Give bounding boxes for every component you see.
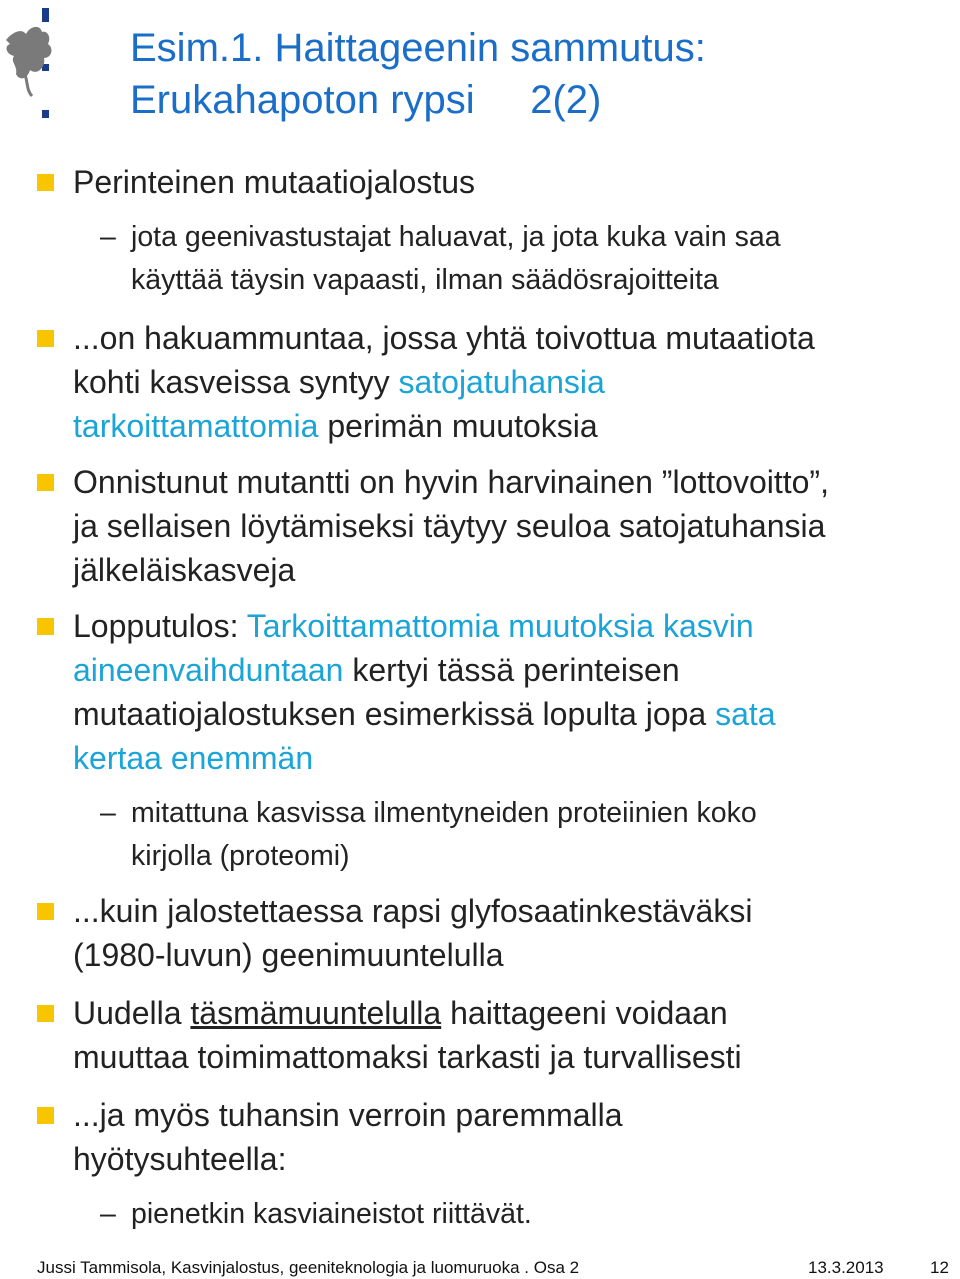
bullet-text: Lopputulos: bbox=[73, 608, 247, 644]
bullet-line bbox=[73, 604, 960, 648]
bullet-line bbox=[73, 404, 960, 448]
bullet-line bbox=[73, 991, 960, 1035]
highlight-text: aineenvaihduntaan bbox=[73, 652, 344, 688]
bullet-random-shooting bbox=[0, 316, 960, 448]
title-line-1: Esim.1. Haittageenin sammutus: bbox=[130, 26, 706, 70]
bullet-traditional-mutation-breeding bbox=[0, 160, 960, 204]
highlight-text: Tarkoittamattomia muutoksia kasvin bbox=[246, 608, 754, 644]
underlined-text: täsmämuuntelulla bbox=[190, 995, 442, 1031]
bullet-square-icon bbox=[37, 174, 54, 191]
bullet-square-icon bbox=[37, 474, 54, 491]
subbullet-line: käyttää täysin vapaasti, ilman säädösrajoitteita bbox=[131, 264, 719, 296]
footer-page-number: 12 bbox=[930, 1258, 949, 1277]
title-line-2: Erukahapoton rypsi 2(2) bbox=[130, 78, 602, 122]
bullet-lottery-win bbox=[0, 460, 960, 592]
subbullet-line: pienetkin kasviaineistot riittävät. bbox=[131, 1198, 532, 1230]
bullet-square-icon bbox=[37, 1005, 54, 1022]
dash-icon: – bbox=[100, 1198, 116, 1230]
bullet-line bbox=[73, 648, 960, 692]
highlight-text: sata bbox=[715, 696, 776, 732]
bullet-text: Perinteinen mutaatiojalostus bbox=[73, 164, 476, 200]
bullet-efficiency bbox=[0, 1093, 960, 1181]
bullet-square-icon bbox=[37, 618, 54, 635]
bullet-text: kohti kasveissa syntyy bbox=[73, 364, 399, 400]
bullet-line: Onnistunut mutantti on hyvin harvinainen ”lottovoitto”, bbox=[73, 464, 829, 500]
bullet-line: ...ja myös tuhansin verroin paremmalla bbox=[73, 1097, 623, 1133]
bullet-text: kertyi tässä perinteisen bbox=[343, 652, 680, 688]
university-logo bbox=[2, 2, 72, 120]
subbullet-gene-opponents bbox=[0, 216, 960, 302]
bullet-line: ja sellaisen löytämiseksi täytyy seuloa satojatuhansia bbox=[73, 508, 826, 544]
bullet-line: ...on hakuammuntaa, jossa yhtä toivottua mutaatiota bbox=[73, 320, 815, 356]
bullet-line: jälkeläiskasveja bbox=[73, 552, 296, 588]
bullet-text: perimän muutoksia bbox=[318, 408, 598, 444]
bullet-end-result bbox=[0, 604, 960, 780]
bullet-line bbox=[73, 736, 960, 780]
bullet-text: Uudella bbox=[73, 995, 191, 1031]
bullet-square-icon bbox=[37, 903, 54, 920]
bullet-precision-editing bbox=[0, 991, 960, 1079]
bullet-text: haittageeni voidaan bbox=[441, 995, 728, 1031]
bullet-line: muuttaa toimimattomaksi tarkasti ja turvallisesti bbox=[73, 1039, 742, 1075]
subbullet-proteome bbox=[0, 792, 960, 878]
subbullet-small-materials bbox=[0, 1193, 960, 1236]
highlight-text: satojatuhansia bbox=[398, 364, 605, 400]
subbullet-line: jota geenivastustajat haluavat, ja jota kuka vain saa bbox=[131, 221, 781, 253]
dash-icon: – bbox=[100, 221, 116, 253]
bullet-line: (1980-luvun) geenimuuntelulla bbox=[73, 937, 504, 973]
bullet-text: mutaatiojalostuksen esimerkissä lopulta jopa bbox=[73, 696, 716, 732]
footer-date: 13.3.2013 bbox=[808, 1258, 884, 1277]
bullet-line: hyötysuhteella: bbox=[73, 1141, 287, 1177]
bullet-rapeseed-glyphosate bbox=[0, 889, 960, 977]
subbullet-line: mitattuna kasvissa ilmentyneiden proteiinien koko bbox=[131, 797, 757, 829]
subbullet-line: kirjolla (proteomi) bbox=[131, 840, 350, 872]
bullet-line bbox=[73, 360, 960, 404]
dash-icon: – bbox=[100, 797, 116, 829]
bullet-square-icon bbox=[37, 330, 54, 347]
slide-content bbox=[0, 160, 960, 1236]
highlight-text: tarkoittamattomia bbox=[73, 408, 319, 444]
bullet-line: ...kuin jalostettaessa rapsi glyfosaatinkestäväksi bbox=[73, 893, 753, 929]
highlight-text: kertaa enemmän bbox=[73, 740, 314, 776]
slide-title bbox=[130, 22, 706, 126]
footer-author-course: Jussi Tammisola, Kasvinjalostus, geeniteknologia ja luomuruoka . Osa 2 bbox=[37, 1258, 580, 1277]
bullet-square-icon bbox=[37, 1107, 54, 1124]
bullet-line bbox=[73, 692, 960, 736]
